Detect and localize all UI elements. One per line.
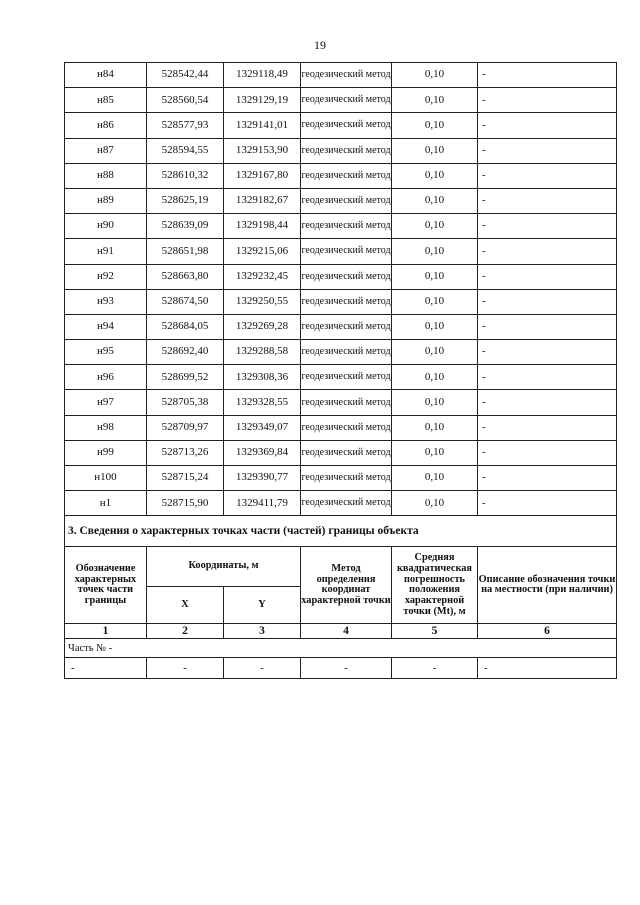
description-cell: - [478, 113, 617, 138]
description-cell: - [478, 415, 617, 440]
point-row [65, 491, 617, 516]
accuracy-cell: 0,10 [392, 415, 478, 440]
description-cell: - [478, 63, 617, 88]
x-coordinate-cell: 528715,24 [147, 466, 224, 491]
point-row [65, 138, 617, 163]
header-designation: Обозначение характерных точек части границы [65, 547, 147, 624]
empty-cell: - [147, 658, 224, 679]
accuracy-cell: 0,10 [392, 491, 478, 516]
method-cell: геодезический метод [301, 415, 392, 440]
point-name-cell: н85 [65, 88, 147, 113]
accuracy-cell: 0,10 [392, 88, 478, 113]
description-cell: - [478, 163, 617, 188]
description-cell: - [478, 214, 617, 239]
points-table-body [65, 63, 617, 516]
method-cell: геодезический метод [301, 138, 392, 163]
accuracy-cell: 0,10 [392, 264, 478, 289]
header-method: Метод определения координат характерной точки [301, 547, 392, 624]
column-number: 3 [224, 624, 301, 639]
x-coordinate-cell: 528715,90 [147, 491, 224, 516]
point-name-cell: н89 [65, 188, 147, 213]
y-coordinate-cell: 1329198,44 [224, 214, 301, 239]
description-cell: - [478, 340, 617, 365]
y-coordinate-cell: 1329308,36 [224, 365, 301, 390]
section3-block [65, 516, 617, 679]
x-coordinate-cell: 528663,80 [147, 264, 224, 289]
description-cell: - [478, 264, 617, 289]
point-row [65, 466, 617, 491]
y-coordinate-cell: 1329141,01 [224, 113, 301, 138]
point-row [65, 440, 617, 465]
point-name-cell: н90 [65, 214, 147, 239]
accuracy-cell: 0,10 [392, 365, 478, 390]
y-coordinate-cell: 1329215,06 [224, 239, 301, 264]
y-coordinate-cell: 1329153,90 [224, 138, 301, 163]
y-coordinate-cell: 1329390,77 [224, 466, 301, 491]
accuracy-cell: 0,10 [392, 113, 478, 138]
point-row [65, 163, 617, 188]
description-cell: - [478, 239, 617, 264]
accuracy-cell: 0,10 [392, 188, 478, 213]
header-description: Описание обозначения точки на местности (при наличии) [478, 547, 617, 624]
accuracy-cell: 0,10 [392, 289, 478, 314]
description-cell: - [478, 491, 617, 516]
method-cell: геодезический метод [301, 314, 392, 339]
section3-title: 3. Сведения о характерных точках части (частей) границы объекта [65, 516, 617, 547]
accuracy-cell: 0,10 [392, 163, 478, 188]
x-coordinate-cell: 528674,50 [147, 289, 224, 314]
point-row [65, 390, 617, 415]
description-cell: - [478, 88, 617, 113]
point-name-cell: н99 [65, 440, 147, 465]
column-number: 5 [392, 624, 478, 639]
accuracy-cell: 0,10 [392, 63, 478, 88]
point-row [65, 188, 617, 213]
point-name-cell: н86 [65, 113, 147, 138]
point-name-cell: н91 [65, 239, 147, 264]
point-name-cell: н94 [65, 314, 147, 339]
empty-cell: - [478, 658, 617, 679]
empty-cell: - [301, 658, 392, 679]
accuracy-cell: 0,10 [392, 390, 478, 415]
x-coordinate-cell: 528713,26 [147, 440, 224, 465]
point-name-cell: н93 [65, 289, 147, 314]
accuracy-cell: 0,10 [392, 214, 478, 239]
description-cell: - [478, 466, 617, 491]
empty-cell: - [392, 658, 478, 679]
point-row [65, 365, 617, 390]
point-name-cell: н92 [65, 264, 147, 289]
x-coordinate-cell: 528684,05 [147, 314, 224, 339]
point-row [65, 63, 617, 88]
x-coordinate-cell: 528560,54 [147, 88, 224, 113]
accuracy-cell: 0,10 [392, 314, 478, 339]
column-number: 1 [65, 624, 147, 639]
point-row [65, 314, 617, 339]
y-coordinate-cell: 1329369,84 [224, 440, 301, 465]
column-number: 6 [478, 624, 617, 639]
x-coordinate-cell: 528542,44 [147, 63, 224, 88]
point-name-cell: н95 [65, 340, 147, 365]
x-coordinate-cell: 528699,52 [147, 365, 224, 390]
point-name-cell: н96 [65, 365, 147, 390]
description-cell: - [478, 390, 617, 415]
point-name-cell: н1 [65, 491, 147, 516]
point-row [65, 340, 617, 365]
page-number: 19 [314, 38, 326, 52]
description-cell: - [478, 314, 617, 339]
method-cell: геодезический метод [301, 214, 392, 239]
empty-cell: - [224, 658, 301, 679]
method-cell: геодезический метод [301, 340, 392, 365]
point-row [65, 214, 617, 239]
point-name-cell: н100 [65, 466, 147, 491]
method-cell: геодезический метод [301, 188, 392, 213]
header-mt: Средняя квадратическая погрешность положения характерной точки (Mt), м [392, 547, 478, 624]
point-row [65, 264, 617, 289]
y-coordinate-cell: 1329118,49 [224, 63, 301, 88]
y-coordinate-cell: 1329269,28 [224, 314, 301, 339]
header-y: Y [224, 586, 301, 624]
x-coordinate-cell: 528639,09 [147, 214, 224, 239]
point-row [65, 239, 617, 264]
x-coordinate-cell: 528610,32 [147, 163, 224, 188]
point-row [65, 88, 617, 113]
method-cell: геодезический метод [301, 239, 392, 264]
method-cell: геодезический метод [301, 365, 392, 390]
x-coordinate-cell: 528594,55 [147, 138, 224, 163]
boundary-points-table [64, 62, 617, 679]
description-cell: - [478, 188, 617, 213]
x-coordinate-cell: 528651,98 [147, 239, 224, 264]
point-row [65, 113, 617, 138]
y-coordinate-cell: 1329328,55 [224, 390, 301, 415]
y-coordinate-cell: 1329167,80 [224, 163, 301, 188]
empty-cell: - [65, 658, 147, 679]
x-coordinate-cell: 528692,40 [147, 340, 224, 365]
point-row [65, 415, 617, 440]
x-coordinate-cell: 528709,97 [147, 415, 224, 440]
x-coordinate-cell: 528577,93 [147, 113, 224, 138]
y-coordinate-cell: 1329349,07 [224, 415, 301, 440]
y-coordinate-cell: 1329182,67 [224, 188, 301, 213]
accuracy-cell: 0,10 [392, 138, 478, 163]
description-cell: - [478, 440, 617, 465]
accuracy-cell: 0,10 [392, 239, 478, 264]
y-coordinate-cell: 1329250,55 [224, 289, 301, 314]
point-name-cell: н88 [65, 163, 147, 188]
description-cell: - [478, 289, 617, 314]
method-cell: геодезический метод [301, 63, 392, 88]
y-coordinate-cell: 1329411,79 [224, 491, 301, 516]
x-coordinate-cell: 528625,19 [147, 188, 224, 213]
column-number: 2 [147, 624, 224, 639]
method-cell: геодезический метод [301, 163, 392, 188]
y-coordinate-cell: 1329232,45 [224, 264, 301, 289]
description-cell: - [478, 138, 617, 163]
method-cell: геодезический метод [301, 466, 392, 491]
x-coordinate-cell: 528705,38 [147, 390, 224, 415]
y-coordinate-cell: 1329129,19 [224, 88, 301, 113]
part-label: Часть № - [65, 639, 617, 658]
column-number: 4 [301, 624, 392, 639]
accuracy-cell: 0,10 [392, 340, 478, 365]
point-row [65, 289, 617, 314]
header-x: X [147, 586, 224, 624]
y-coordinate-cell: 1329288,58 [224, 340, 301, 365]
method-cell: геодезический метод [301, 390, 392, 415]
accuracy-cell: 0,10 [392, 466, 478, 491]
point-name-cell: н84 [65, 63, 147, 88]
point-name-cell: н97 [65, 390, 147, 415]
description-cell: - [478, 365, 617, 390]
point-name-cell: н87 [65, 138, 147, 163]
point-name-cell: н98 [65, 415, 147, 440]
accuracy-cell: 0,10 [392, 440, 478, 465]
method-cell: геодезический метод [301, 88, 392, 113]
header-coordinates: Координаты, м [147, 547, 301, 587]
method-cell: геодезический метод [301, 264, 392, 289]
method-cell: геодезический метод [301, 491, 392, 516]
method-cell: геодезический метод [301, 289, 392, 314]
method-cell: геодезический метод [301, 440, 392, 465]
method-cell: геодезический метод [301, 113, 392, 138]
